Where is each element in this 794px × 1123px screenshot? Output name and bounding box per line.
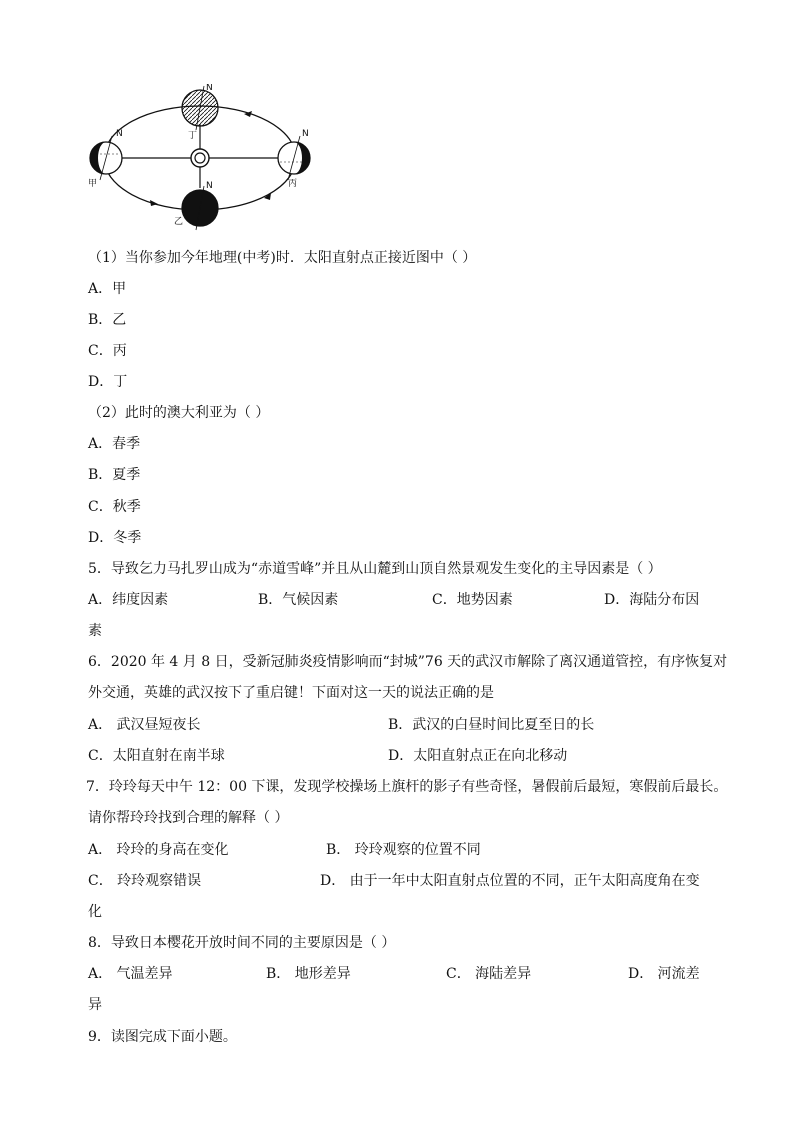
question-4-1-stem: （1）当你参加今年地理(中考)时．太阳直射点正接近图中（ ）	[88, 250, 477, 266]
question-5-stem: 5．导致乞力马扎罗山成为“赤道雪峰”并且从山麓到山顶自然景观发生变化的主导因素是（ ）	[88, 561, 662, 577]
question-9-stem: 9．读图完成下面小题。	[88, 1029, 237, 1045]
label-bing: 丙	[288, 179, 298, 189]
q6-option-a: A． 武汉昼短夜长	[88, 717, 201, 733]
earth-ding	[182, 84, 218, 130]
q7-option-d-wrap: 化	[88, 904, 102, 920]
q7-option-b: B． 玲玲观察的位置不同	[326, 842, 481, 858]
q6-option-d: D．太阳直射点正在向北移动	[388, 748, 568, 764]
q8-option-c: C． 海陆差异	[446, 966, 532, 982]
q7-option-a: A． 玲玲的身高在变化	[88, 842, 229, 858]
q7-option-d: D． 由于一年中太阳直射点位置的不同，正午太阳高度角在变	[320, 873, 700, 889]
q4-1-option-c: C．丙	[88, 343, 127, 359]
q4-2-option-b: B．夏季	[88, 467, 141, 483]
earth-jia	[90, 129, 123, 180]
q5-option-d-wrap: 素	[88, 623, 102, 639]
earth-orbit-diagram	[84, 84, 324, 234]
q6-option-c: C．太阳直射在南半球	[88, 748, 225, 764]
svg-text:N: N	[302, 129, 309, 139]
q8-option-b: B． 地形差异	[266, 966, 351, 982]
q8-option-a: A． 气温差异	[88, 966, 173, 982]
q8-option-d-wrap: 异	[88, 997, 102, 1013]
q7-option-c: C． 玲玲观察错误	[88, 873, 202, 889]
svg-text:N: N	[206, 84, 213, 93]
sun-icon	[191, 149, 209, 167]
earth-yi	[182, 181, 218, 230]
q4-2-option-a: A．春季	[88, 436, 141, 452]
svg-text:N: N	[116, 129, 123, 139]
question-8-stem: 8．导致日本樱花开放时间不同的主要原因是（ ）	[88, 935, 396, 951]
label-yi: 乙	[174, 217, 184, 227]
label-ding: 丁	[188, 131, 198, 141]
question-7-stem-line1: 7．玲玲每天中午 12：00 下课，发现学校操场上旗杆的影子有些奇怪，暑假前后最短，寒假前后最长。	[86, 779, 728, 795]
q5-option-b: B．气候因素	[258, 592, 339, 608]
question-7-stem-line2: 请你帮玲玲找到合理的解释（ ）	[88, 810, 289, 826]
svg-text:N: N	[206, 181, 213, 191]
q4-1-option-d: D．丁	[88, 374, 128, 390]
q4-2-option-c: C．秋季	[88, 499, 141, 515]
q8-option-d: D． 河流差	[628, 966, 700, 982]
question-6-stem-line1: 6．2020 年 4 月 8 日，受新冠肺炎疫情影响而“封城”76 天的武汉市解除了离汉通道管控，有序恢复对	[88, 654, 728, 670]
q5-option-d: D．海陆分布因	[604, 592, 700, 608]
q4-1-option-b: B．乙	[88, 312, 127, 328]
q4-2-option-d: D．冬季	[88, 530, 142, 546]
q6-option-b: B．武汉的白昼时间比夏至日的长	[388, 717, 595, 733]
q5-option-c: C．地势因素	[432, 592, 513, 608]
earth-bing	[278, 129, 310, 180]
q5-option-a: A．纬度因素	[88, 592, 169, 608]
label-jia: 甲	[88, 179, 98, 189]
question-4-2-stem: （2）此时的澳大利亚为（ ）	[88, 405, 270, 421]
q4-1-option-a: A．甲	[88, 281, 127, 297]
question-6-stem-line2: 外交通，英雄的武汉按下了重启键！下面对这一天的说法正确的是	[88, 685, 494, 701]
